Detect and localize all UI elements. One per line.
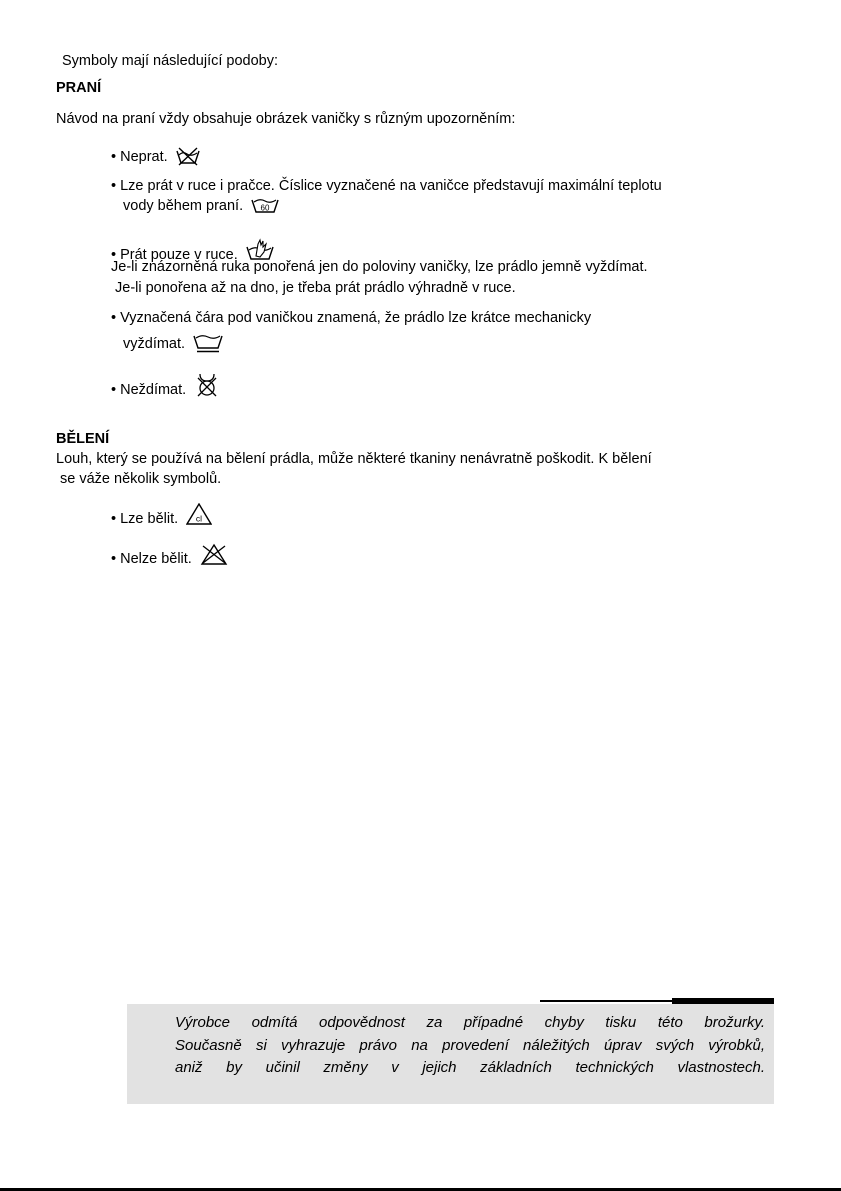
disclaimer-line2: Současně si vyhrazuje právo na provedení náležitých úprav svých výrobků, xyxy=(175,1037,765,1054)
intro-text: Symboly mají následující podoby: xyxy=(62,53,278,69)
wash-tub-underline-icon xyxy=(193,333,223,353)
disclaimer-rule-thick xyxy=(672,998,774,1004)
wash-temp-label: 60 xyxy=(260,203,270,213)
no-wring-label: • Neždímat. xyxy=(111,382,187,398)
wash-heading: PRANÍ xyxy=(56,80,102,96)
wash-tub-crossed-icon xyxy=(176,146,200,166)
bleach-intro2: se váže několik symbolů. xyxy=(60,471,222,487)
bleach-cl-label: cl xyxy=(196,513,203,524)
no-wring-item xyxy=(111,371,220,399)
can-bleach-item xyxy=(111,503,212,528)
wring-crossed-icon xyxy=(194,371,220,397)
bleach-heading: BĚLENÍ xyxy=(56,431,110,447)
machine-wash-item xyxy=(123,195,279,215)
triangle-cl-icon xyxy=(186,503,212,525)
bleach-intro1: Louh, který se používá na bělení prádla, může některé tkaniny nenávratně poškodit. K bělení xyxy=(56,451,652,467)
hand-wash-note1: Je-li znázorněná ruka ponořená jen do poloviny vaničky, lze prádlo jemně vyždímat. xyxy=(111,259,648,275)
triangle-crossed-icon xyxy=(200,543,228,565)
disclaimer-line1: Výrobce odmítá odpovědnost za případné chyby tisku této brožurky. xyxy=(175,1014,765,1031)
hand-wash-label: • Prát pouze v ruce. xyxy=(111,247,238,263)
no-wash-item xyxy=(111,146,200,166)
can-bleach-label: • Lze bělit. xyxy=(111,511,179,527)
wash-intro: Návod na praní vždy obsahuje obrázek vaničky s různým upozorněním: xyxy=(56,111,516,127)
hand-wash-note2: Je-li ponořena až na dno, je třeba prát prádlo výhradně v ruce. xyxy=(115,280,516,296)
no-bleach-label: • Nelze bělit. xyxy=(111,551,192,567)
no-bleach-item xyxy=(111,543,228,568)
disclaimer-line3: aniž by učinil změny v jejich základních technických vlastnostech. xyxy=(175,1059,765,1076)
machine-wash-label: vody během praní. xyxy=(123,198,244,214)
machine-wash-line1: • Lze prát v ruce i pračce. Číslice vyznačené na vaničce představují maximální teplotu xyxy=(111,178,662,194)
wash-tub-60-icon xyxy=(251,195,279,215)
gentle-wring-label: vyždímat. xyxy=(123,336,186,352)
gentle-wring-item xyxy=(123,333,223,353)
no-wash-label: • Neprat. xyxy=(111,149,168,165)
gentle-wring-line1: • Vyznačená čára pod vaničkou znamená, že prádlo lze krátce mechanicky xyxy=(111,310,592,326)
